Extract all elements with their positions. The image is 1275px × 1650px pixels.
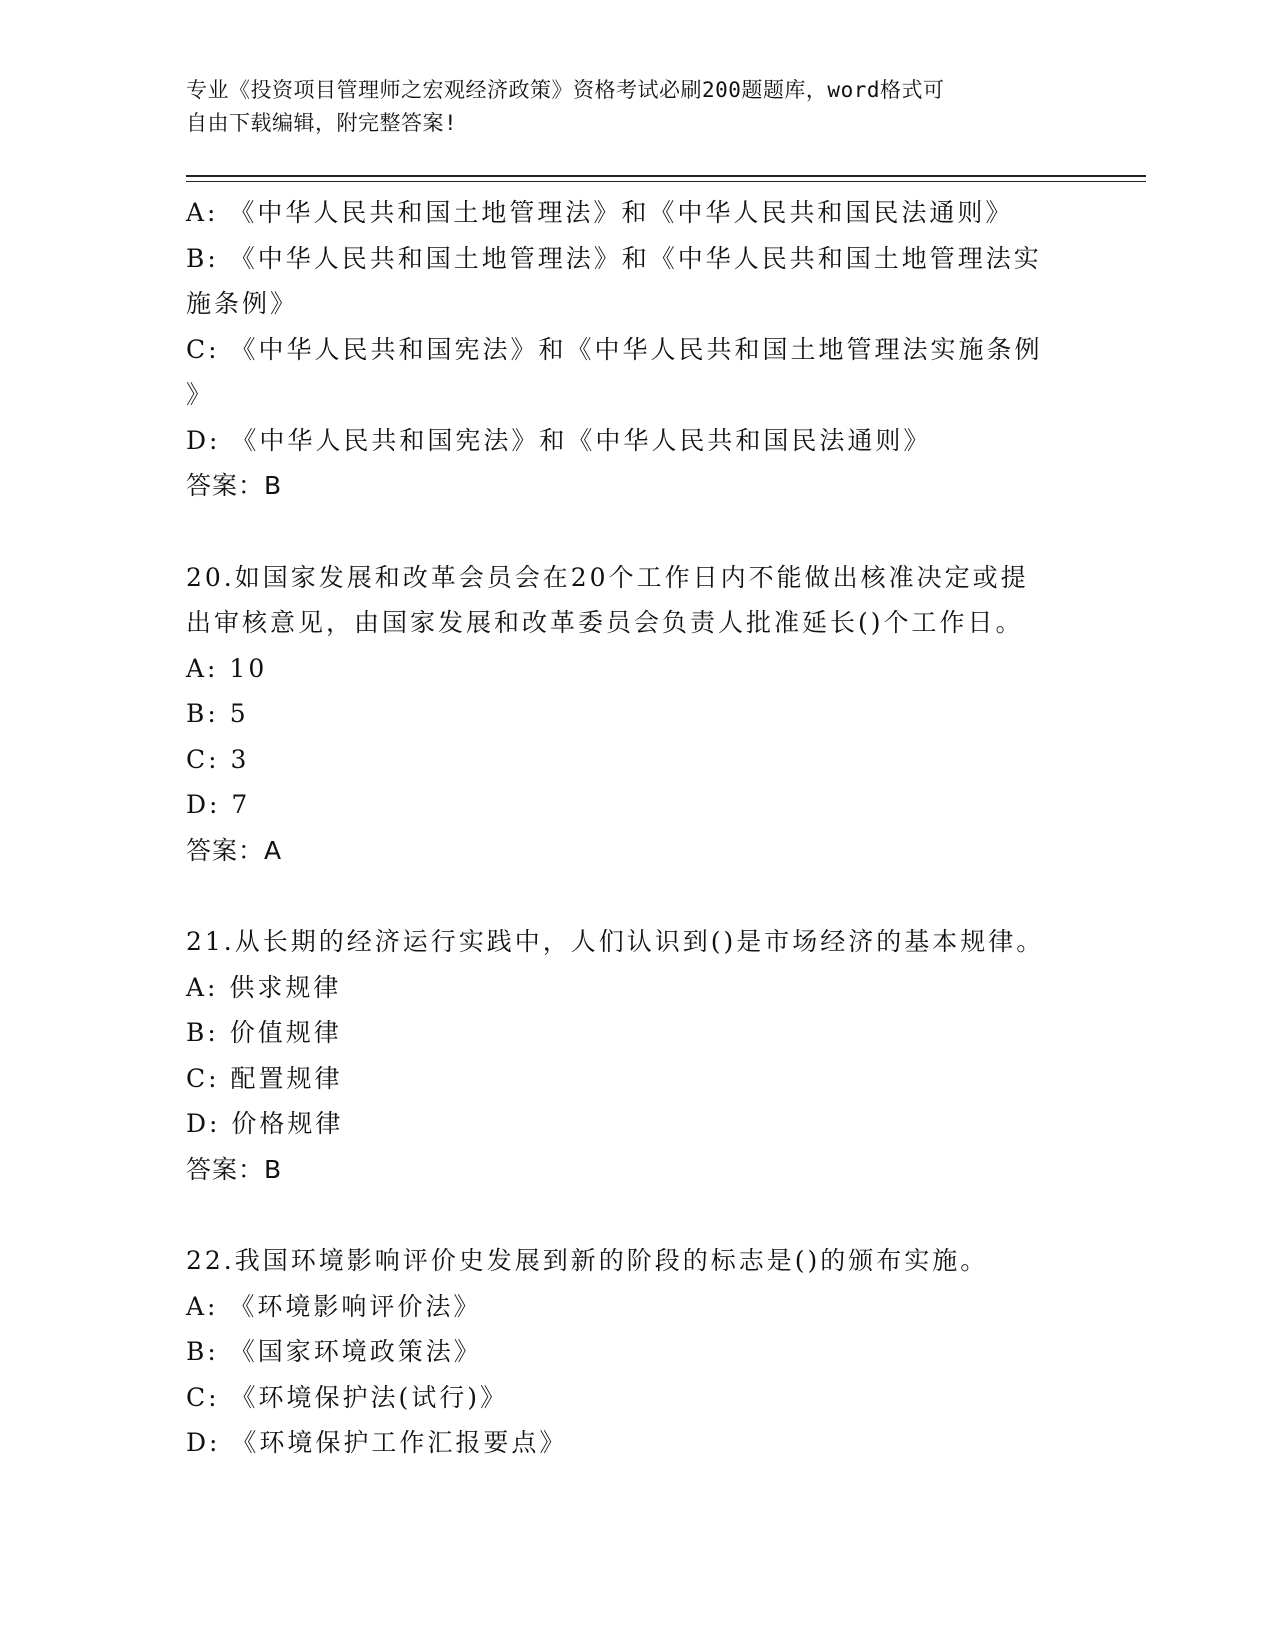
header-line-1: 专业《投资项目管理师之宏观经济政策》资格考试必刷200题题库，word格式可 xyxy=(186,78,945,102)
option-a: A: 供求规律 xyxy=(186,972,342,1002)
header-line-2: 自由下载编辑，附完整答案! xyxy=(186,111,458,135)
question-stem: 21.从长期的经济运行实践中，人们认识到()是市场经济的基本规律。 xyxy=(186,927,1045,956)
option-d: D: 《中华人民共和国宪法》和《中华人民共和国民法通则》 xyxy=(186,425,932,455)
option-c-line-1: C: 《中华人民共和国宪法》和《中华人民共和国土地管理法实施条例 xyxy=(186,334,1043,364)
answer: 答案：B xyxy=(186,1154,283,1184)
header-divider-thin xyxy=(186,181,1146,182)
option-b-line-2: 施条例》 xyxy=(186,289,299,318)
option-c: C: 3 xyxy=(186,744,250,774)
option-d: D: 价格规律 xyxy=(186,1109,344,1138)
option-c-line-2: 》 xyxy=(186,380,215,409)
question-stem-line-1: 20.如国家发展和改革会员会在20个工作日内不能做出核准决定或提 xyxy=(186,562,1029,592)
spacer xyxy=(186,509,1066,555)
spacer xyxy=(186,873,1066,919)
question-20 xyxy=(186,555,1066,874)
question-stem-line-2: 出审核意见，由国家发展和改革委员会负责人批准延长()个工作日。 xyxy=(186,608,1024,637)
option-c: C: 《环境保护法(试行)》 xyxy=(186,1382,509,1412)
option-b: B: 价值规律 xyxy=(186,1018,342,1047)
question-stem: 22.我国环境影响评价史发展到新的阶段的标志是()的颁布实施。 xyxy=(186,1246,989,1275)
document-header xyxy=(186,74,1066,140)
answer: 答案：B xyxy=(186,471,283,500)
answer: 答案：A xyxy=(186,835,283,865)
spacer xyxy=(186,1192,1066,1238)
option-a: A: 《中华人民共和国土地管理法》和《中华人民共和国民法通则》 xyxy=(186,198,1014,227)
option-c: C: 配置规律 xyxy=(186,1063,343,1093)
option-b: B: 5 xyxy=(186,699,249,728)
question-21 xyxy=(186,919,1066,1192)
option-b: B: 《国家环境政策法》 xyxy=(186,1337,482,1366)
option-a: A: 《环境影响评价法》 xyxy=(186,1291,482,1321)
option-d: D: 7 xyxy=(186,790,251,819)
question-22 xyxy=(186,1238,1066,1466)
option-b-line-1: B: 《中华人民共和国土地管理法》和《中华人民共和国土地管理法实 xyxy=(186,243,1042,273)
header-divider-thick xyxy=(186,175,1146,177)
question-list xyxy=(186,190,1066,1466)
option-a: A: 10 xyxy=(186,653,268,683)
question-19-options xyxy=(186,190,1066,509)
option-d: D: 《环境保护工作汇报要点》 xyxy=(186,1428,568,1457)
